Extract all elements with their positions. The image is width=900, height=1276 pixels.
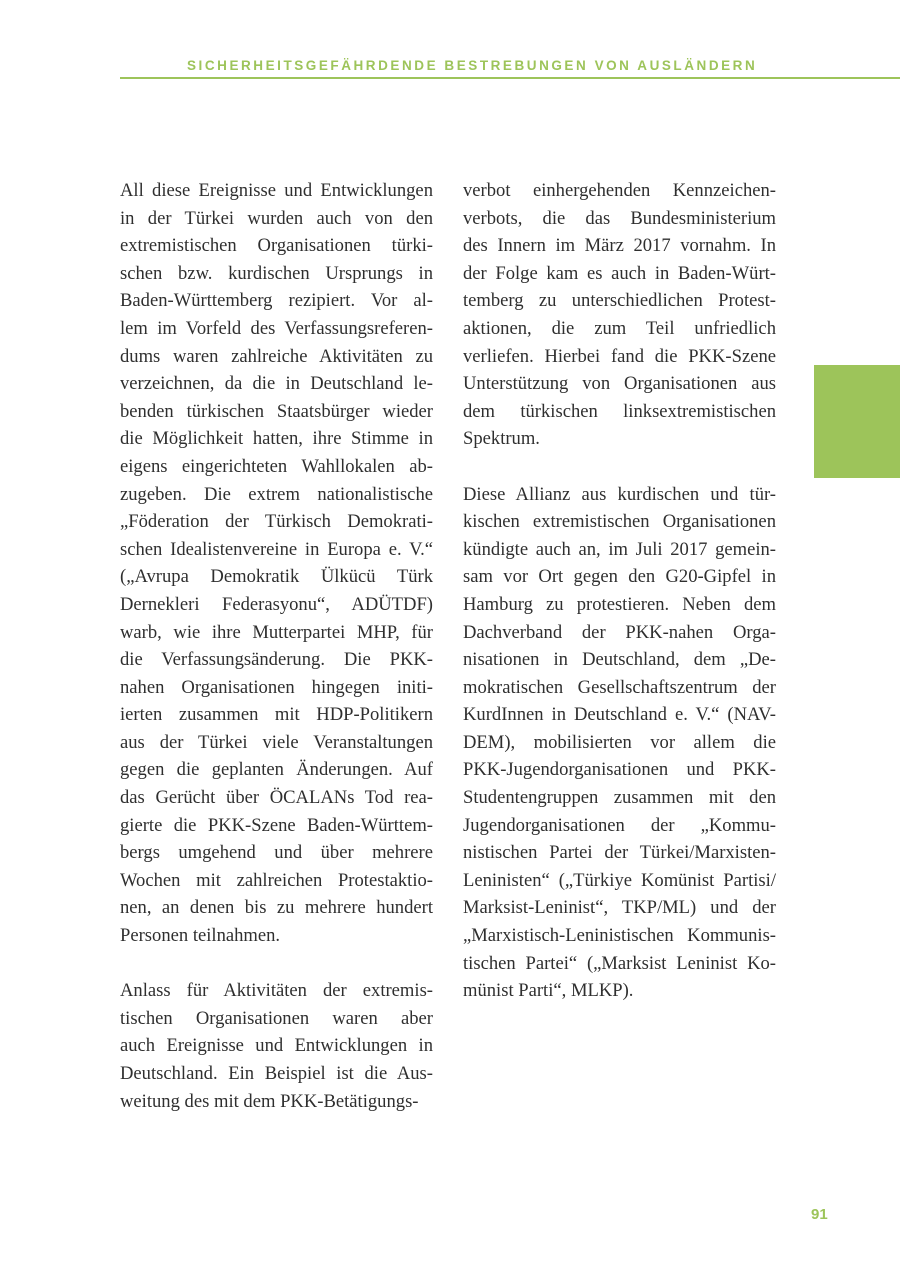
text-line: ierten zusammen mit HDP-Politikern: [120, 704, 433, 726]
text-line: bergs umgehend und über mehrere: [120, 842, 433, 864]
chapter-thumb-tab: [814, 365, 900, 478]
text-line: in der Türkei wurden auch von den: [120, 207, 433, 229]
text-line: Hamburg zu protestieren. Neben dem: [463, 593, 776, 615]
text-line: tischen Organisationen waren aber: [120, 1007, 433, 1029]
text-line: Diese Allianz aus kurdischen und tür-: [463, 483, 776, 505]
text-line: Spektrum.: [463, 428, 540, 450]
text-line: Deutschland. Ein Beispiel ist die Aus-: [120, 1063, 433, 1084]
paragraph: [463, 177, 776, 453]
text-line: schen Idealistenvereine in Europa e. V.“: [120, 538, 433, 560]
text-line: gegen die geplanten Änderungen. Auf: [120, 759, 433, 781]
text-line: aktionen, die zum Teil unfriedlich: [463, 317, 776, 339]
left-column: [120, 177, 433, 1115]
header-rule: [120, 77, 900, 79]
text-line: Leninisten“ („Türkiye Komünist Partisi/: [463, 869, 776, 891]
page-number: 91: [811, 1206, 828, 1223]
text-line: Marksist-Leninist“, TKP/ML) und der: [463, 897, 776, 919]
text-line: aus der Türkei viele Veranstaltungen: [120, 731, 433, 753]
text-line: temberg zu unterschiedlichen Protest-: [463, 290, 776, 312]
text-line: die Möglichkeit hatten, ihre Stimme in: [120, 428, 433, 450]
text-line: „Marxistisch-Leninistischen Kommunis-: [463, 925, 776, 947]
text-line: der Folge kam es auch in Baden-Würt-: [463, 262, 776, 284]
text-line: tischen Partei“ („Marksist Leninist Ko-: [463, 952, 776, 974]
running-header-title: SICHERHEITSGEFÄHRDENDE BESTREBUNGEN VON AUSLÄNDERN: [187, 58, 758, 73]
text-line: kündigte auch an, im Juli 2017 gemein-: [463, 538, 776, 560]
text-line: Studentengruppen zusammen mit den: [463, 787, 776, 809]
text-line: die Verfassungsänderung. Die PKK-: [120, 649, 433, 671]
text-line: DEM), mobilisierten vor allem die: [463, 731, 776, 753]
text-line: nisationen in Deutschland, dem „De-: [463, 649, 776, 671]
text-line: sam vor Ort gegen den G20-Gipfel in: [463, 566, 776, 588]
paragraph: [120, 977, 433, 1115]
text-line: dums waren zahlreiche Aktivitäten zu: [120, 345, 433, 367]
text-line: verbot einhergehenden Kennzeichen-: [463, 180, 776, 201]
text-line: Unterstützung von Organisationen aus: [463, 373, 776, 395]
text-line: („Avrupa Demokratik Ülkücü Türk: [120, 566, 433, 588]
text-line: weitung des mit dem PKK-Betätigungs-: [120, 1090, 419, 1112]
paragraph: [463, 481, 776, 1005]
text-line: lem im Vorfeld des Verfassungsreferen-: [120, 317, 433, 339]
text-line: zugeben. Die extrem nationalistische: [120, 483, 433, 505]
text-line: benden türkischen Staatsbürger wieder: [120, 400, 433, 422]
text-line: nen, an denen bis zu mehrere hundert: [120, 897, 433, 919]
text-line: dem türkischen linksextremistischen: [463, 400, 776, 422]
text-line: mokratischen Gesellschaftszentrum der: [463, 676, 776, 698]
text-line: das Gerücht über ÖCALANs Tod rea-: [120, 787, 433, 809]
text-line: „Föderation der Türkisch Demokrati-: [120, 511, 433, 533]
text-line: gierte die PKK-Szene Baden-Württem-: [120, 814, 433, 836]
text-line: Dachverband der PKK-nahen Orga-: [463, 621, 776, 643]
text-line: kischen extremistischen Organisationen: [463, 511, 776, 533]
text-line: nahen Organisationen hingegen initi-: [120, 676, 433, 698]
text-line: verbots, die das Bundesministerium: [463, 207, 776, 229]
text-line: Baden-Württemberg rezipiert. Vor al-: [120, 290, 433, 312]
text-line: extremistischen Organisationen türki-: [120, 235, 433, 257]
paragraph: [120, 177, 433, 950]
text-line: eigens eingerichteten Wahllokalen ab-: [120, 455, 433, 477]
text-line: Wochen mit zahlreichen Protestaktio-: [120, 869, 433, 891]
text-line: verliefen. Hierbei fand die PKK-Szene: [463, 345, 776, 367]
text-line: Jugendorganisationen der „Kommu-: [463, 814, 776, 836]
text-line: schen bzw. kurdischen Ursprungs in: [120, 262, 433, 284]
text-line: verzeichnen, da die in Deutschland le-: [120, 373, 433, 395]
text-line: auch Ereignisse und Entwicklungen in: [120, 1035, 433, 1057]
text-line: des Innern im März 2017 vornahm. In: [463, 235, 776, 257]
text-line: Anlass für Aktivitäten der extremis-: [120, 980, 433, 1002]
right-column: [463, 177, 776, 1005]
text-line: KurdInnen in Deutschland e. V.“ (NAV-: [463, 704, 776, 726]
text-line: nistischen Partei der Türkei/Marxisten-: [463, 842, 776, 864]
text-line: münist Parti“, MLKP).: [463, 980, 634, 1002]
text-line: All diese Ereignisse und Entwicklungen: [120, 180, 433, 201]
text-line: warb, wie ihre Mutterpartei MHP, für: [120, 621, 433, 643]
text-line: PKK-Jugendorganisationen und PKK-: [463, 759, 776, 781]
text-line: Personen teilnahmen.: [120, 925, 281, 947]
text-line: Dernekleri Federasyonu“, ADÜTDF): [120, 593, 433, 615]
